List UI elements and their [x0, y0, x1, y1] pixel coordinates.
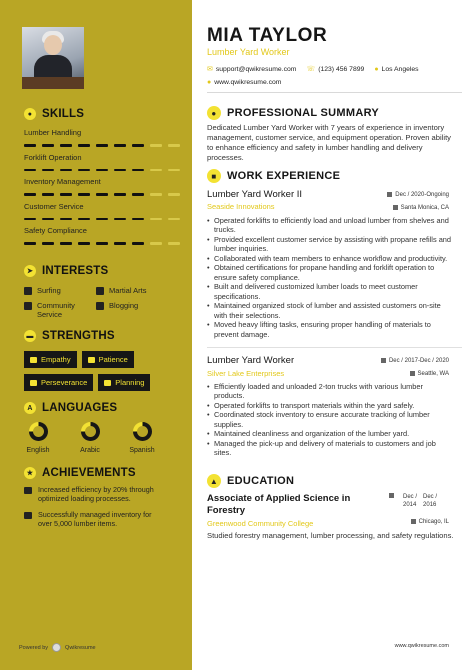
- skill-dash: [168, 218, 180, 221]
- job-bullet: • Maintained organized stock of lumber and assisted customers on-site with their selections.: [207, 301, 455, 320]
- achievements-section: [24, 467, 162, 528]
- phone-icon: ☏: [306, 66, 316, 73]
- interests-title: INTERESTS: [42, 265, 109, 277]
- job-bullet: • Built and delivered customized lumber loads to meet customer specifications.: [207, 282, 455, 301]
- qwikresume-logo-icon: [52, 643, 61, 652]
- mail-icon: ✉: [207, 66, 213, 73]
- end-year: 2016: [423, 502, 437, 509]
- skill-dash: [42, 144, 54, 147]
- strengths-heading: [24, 330, 169, 342]
- job-company: Seaside Innovations: [207, 202, 275, 211]
- job-bullet: • Obtained certifications for propane handling and forklift operation to ensure safety compliance.: [207, 263, 455, 282]
- skill-dash: [60, 144, 72, 147]
- plane-icon: ➤: [24, 265, 36, 277]
- skill-label: Forklift Operation: [24, 152, 82, 162]
- interest-item: [96, 286, 168, 295]
- job-title: Lumber Yard Worker: [207, 355, 295, 366]
- end-month: Dec /: [423, 494, 438, 500]
- skill-dash: [96, 218, 108, 221]
- job-bullet: • Collaborated with team members to enhance workflow and productivity.: [207, 254, 455, 263]
- education-dates: [389, 493, 437, 509]
- powered-by: [19, 643, 96, 652]
- phone-contact: [306, 65, 364, 73]
- calendar-icon: [381, 358, 386, 363]
- strength-label: Planning: [115, 378, 145, 387]
- job-dates: [387, 192, 449, 198]
- skill-dash: [150, 169, 162, 172]
- education-text: Studied forestry management, lumber processing, and safety regulations.: [207, 531, 454, 540]
- profile-photo: [22, 27, 84, 89]
- skills-section: [24, 108, 180, 245]
- job-dates: [381, 358, 449, 364]
- skill-dash: [114, 169, 126, 172]
- skill-dash: [78, 144, 90, 147]
- skill-dash: [168, 193, 180, 196]
- languages-list: [24, 422, 156, 454]
- job-location-text: Santa Monica, CA: [400, 205, 449, 212]
- achievement-icon: [24, 487, 32, 494]
- education-title: EDUCATION: [227, 475, 295, 487]
- strength-label: Perseverance: [41, 378, 88, 387]
- language-level-ring: [133, 422, 152, 441]
- tag-icon: [104, 380, 111, 386]
- strengths-title: STRENGTHS: [42, 330, 115, 342]
- achievement-text: Successfully managed inventory for over 5,000 lumber items.: [38, 509, 152, 529]
- interest-item: [24, 301, 96, 319]
- strengths-section: [24, 330, 169, 391]
- email-contact[interactable]: [207, 65, 296, 73]
- education-location: [411, 519, 449, 525]
- interests-section: [24, 265, 168, 319]
- skill-dash: [78, 218, 90, 221]
- job-dates-text: Dec / 2017-Dec / 2020: [388, 358, 449, 365]
- education-location-text: Chicago, IL: [418, 519, 449, 526]
- skill-dash: [132, 144, 144, 147]
- strength-tag: [82, 351, 134, 368]
- achievements-heading: [24, 467, 162, 479]
- strength-label: Empathy: [41, 355, 71, 364]
- skill-dash: [168, 242, 180, 245]
- trophy-icon: ★: [24, 467, 36, 479]
- languages-heading: [24, 402, 156, 414]
- skill-dash: [24, 218, 36, 221]
- summary-heading: [207, 106, 379, 120]
- skill-dash: [96, 169, 108, 172]
- skill-dash: [114, 242, 126, 245]
- job-title: Lumber Yard Worker II: [207, 189, 303, 200]
- skill-dash: [150, 144, 162, 147]
- location-icon: ●: [374, 65, 379, 73]
- skills-heading: [24, 108, 180, 120]
- strength-tag: [98, 374, 150, 391]
- skill-dash: [96, 242, 108, 245]
- interest-label: Surfing: [37, 286, 61, 295]
- language-label: Arabic: [80, 447, 100, 454]
- skill-dash: [114, 144, 126, 147]
- skill-dash: [150, 193, 162, 196]
- brand-name[interactable]: Qwikresume: [65, 644, 96, 651]
- start-month: Dec /: [403, 494, 418, 500]
- graduation-cap-icon: ▲: [207, 474, 221, 488]
- person-icon: ●: [207, 106, 221, 120]
- pin-icon: [410, 371, 415, 376]
- briefcase-icon: ■: [207, 169, 221, 183]
- interests-list: [24, 286, 168, 319]
- phone-text: (123) 456 7899: [318, 66, 365, 73]
- candidate-name: MIA TAYLOR: [207, 25, 328, 46]
- skill-dash: [60, 169, 72, 172]
- lightbulb-icon: ●: [24, 108, 36, 120]
- pin-icon: [411, 519, 416, 524]
- experience-heading: [207, 169, 340, 183]
- job-bullet: • Coordinated stock inventory to ensure accurate tracking of lumber supplies.: [207, 410, 455, 429]
- tag-icon: [30, 357, 37, 363]
- skill-dash: [60, 242, 72, 245]
- experience-title: WORK EXPERIENCE: [227, 170, 341, 182]
- skill-dash: [42, 193, 54, 196]
- achievement-text: Increased efficiency by 20% through optimized loading processes.: [38, 485, 154, 504]
- location-text: Los Angeles: [381, 65, 419, 73]
- website-contact[interactable]: [207, 79, 281, 86]
- job-bullet: • Maintained cleanliness and organization of the lumber yard.: [207, 429, 455, 438]
- surfing-icon: [24, 287, 32, 295]
- skill-dash: [114, 193, 126, 196]
- strength-label: Patience: [98, 355, 128, 364]
- strength-tag: [24, 351, 77, 368]
- interest-item: [24, 286, 96, 295]
- skill-label: Safety Compliance: [24, 226, 87, 235]
- education-heading: [207, 474, 294, 488]
- interests-heading: [24, 265, 168, 277]
- education-end: [423, 493, 437, 509]
- skill-dash: [150, 242, 162, 245]
- tag-icon: [88, 357, 95, 363]
- skills-list: [24, 128, 180, 245]
- location-contact: [374, 66, 418, 73]
- website-text: www.qwikresume.com: [214, 79, 282, 86]
- skill-dash: [42, 218, 54, 221]
- achievement-item: [24, 485, 162, 504]
- education-school: Greenwood Community College: [207, 519, 314, 528]
- language-label: English: [26, 447, 50, 454]
- skill-dash: [168, 169, 180, 172]
- summary-title: PROFESSIONAL SUMMARY: [227, 107, 380, 119]
- skill-level-bar: [24, 169, 180, 172]
- skill-dash: [78, 242, 90, 245]
- job-bullet: • Operated forklifts to transport materials within the yard safely.: [207, 401, 455, 410]
- languages-title: LANGUAGES: [42, 402, 118, 414]
- language-icon: A: [24, 402, 36, 414]
- blogging-icon: [96, 302, 104, 310]
- job-bullet: • Moved heavy lifting tasks, ensuring proper handling of materials to prevent damage.: [207, 320, 455, 339]
- languages-section: [24, 402, 156, 454]
- community-icon: [24, 302, 32, 310]
- achievement-icon: [24, 512, 32, 519]
- summary-text: Dedicated Lumber Yard Worker with 7 years of experience in inventory management, customer service, and equipment operation. Proven ability to enhance efficiency and safety in lumber handling and delivery processes.: [207, 123, 451, 162]
- calendar-icon: [389, 493, 394, 498]
- skill-level-bar: [24, 144, 180, 147]
- job-location: [393, 205, 449, 211]
- skill-level-bar: [24, 218, 180, 221]
- language-level-ring: [29, 422, 48, 441]
- skill-dash: [132, 169, 144, 172]
- skill-dash: [60, 218, 72, 221]
- interest-label: Martial Arts: [109, 286, 147, 295]
- skill-dash: [150, 218, 162, 221]
- skill-dash: [78, 193, 90, 196]
- language-label: Spanish: [129, 447, 155, 454]
- job-dates-text: Dec / 2020-Ongoing: [395, 192, 449, 199]
- contact-row: [207, 65, 419, 73]
- skill-dash: [24, 242, 36, 245]
- language-level-ring: [81, 422, 100, 441]
- skill-dash: [132, 242, 144, 245]
- email-text: support@qwikresume.com: [215, 66, 297, 73]
- language-item: [24, 422, 52, 454]
- job-bullets: [207, 216, 455, 339]
- job-bullet: • Provided excellent customer service by assisting with propane refills and lumber inquiries.: [207, 235, 455, 254]
- job-bullet: • Efficiently loaded and unloaded 2-ton trucks with various lumber products.: [207, 382, 455, 401]
- skill-dash: [78, 169, 90, 172]
- language-item: [128, 422, 156, 454]
- language-item: [76, 422, 104, 454]
- skill-level-bar: [24, 242, 180, 245]
- martial-arts-icon: [96, 287, 104, 295]
- skill-dash: [132, 218, 144, 221]
- powered-by-label: Powered by: [19, 644, 49, 651]
- job-company: Silver Lake Enterprises: [207, 369, 285, 378]
- skill-level-bar: [24, 193, 180, 196]
- strengths-list: [24, 351, 169, 391]
- skill-dash: [96, 144, 108, 147]
- job-bullet: • Operated forklifts to efficiently load and unload lumber from shelves and trucks.: [207, 216, 455, 235]
- sidebar: [0, 0, 192, 670]
- job-location-text: Seattle, WA: [417, 371, 449, 378]
- skill-dash: [96, 193, 108, 196]
- header-divider: [207, 92, 462, 93]
- strength-tag: [24, 374, 93, 391]
- interest-label: Community Service: [37, 301, 75, 319]
- skill-dash: [132, 193, 144, 196]
- calendar-icon: [387, 192, 392, 197]
- job-bullet: • Managed the pick-up and delivery of materials to customers and job sites.: [207, 439, 455, 458]
- education-degree: Associate of Applied Science in Forestry: [207, 493, 351, 516]
- job-location: [410, 371, 449, 377]
- candidate-role: Lumber Yard Worker: [207, 47, 290, 57]
- skills-title: SKILLS: [42, 108, 85, 120]
- skill-dash: [114, 218, 126, 221]
- achievement-item: [24, 510, 162, 529]
- skill-dash: [168, 144, 180, 147]
- skill-label: Inventory Management: [24, 177, 101, 186]
- job-bullets: [207, 382, 455, 458]
- pin-icon: [393, 205, 398, 210]
- skill-dash: [42, 169, 54, 172]
- achievements-title: ACHIEVEMENTS: [42, 467, 136, 479]
- interest-label: Blogging: [109, 301, 139, 310]
- skill-dash: [60, 193, 72, 196]
- skill-label: Lumber Handling: [24, 128, 82, 137]
- job-divider: [207, 347, 462, 348]
- start-year: 2014: [403, 502, 417, 509]
- tag-icon: [30, 380, 37, 386]
- skill-dash: [42, 242, 54, 245]
- skill-dash: [24, 169, 36, 172]
- skill-label: Customer Service: [24, 201, 84, 211]
- dumbbell-icon: ▬: [24, 330, 36, 342]
- education-start: [403, 493, 417, 509]
- skill-dash: [24, 193, 36, 196]
- skill-dash: [24, 144, 36, 147]
- globe-icon: ●: [207, 79, 212, 86]
- footer-url[interactable]: www.qwikresume.com: [394, 643, 449, 649]
- interest-item: [96, 301, 168, 319]
